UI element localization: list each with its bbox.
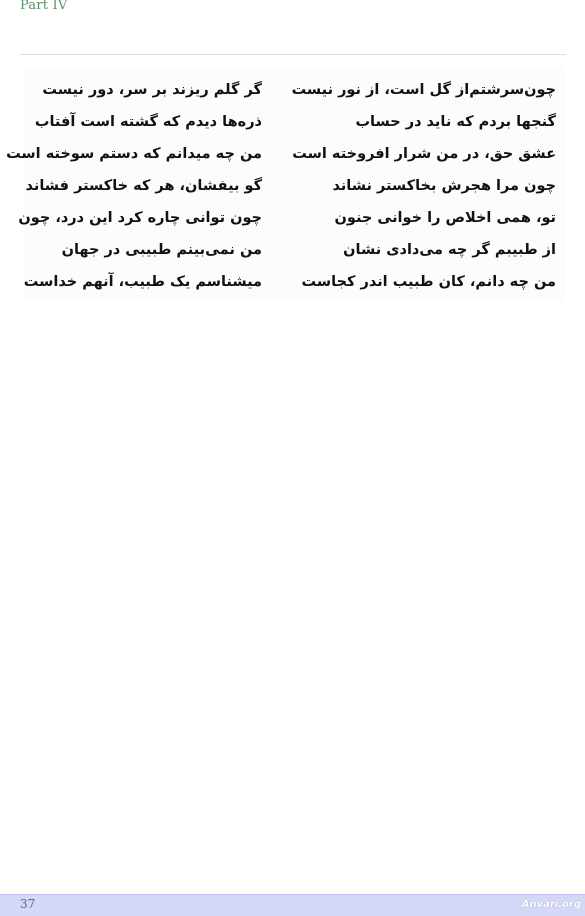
part-label: Part IV [20,0,68,13]
verse-line: من چه میدانم که دستم سوخته است [6,146,262,162]
verse-line: چون‌سرشتم‌از گل است، از نور نیست [291,82,556,98]
verse-line: چون مرا هجرش بخاکستر نشاند [332,178,556,194]
poem-right-column [291,74,556,298]
verse-line: عشق حق، در من شرار افروخته است [292,146,556,162]
verse-line: چون توانی چاره کرد این درد، چون [18,210,262,226]
verse-line: گنجها بردم که ناید در حساب [355,114,556,130]
poem-left-column [6,74,262,298]
verse-line: گر گلم ریزند بر سر، دور نیست [42,82,262,98]
verse-line: ذره‌ها دیدم که گشته است آفتاب [34,114,262,130]
verse-line: من چه دانم، کان طبیب اندر کجاست [301,274,556,290]
verse-line: از طبیبم گر چه می‌دادی نشان [343,242,556,258]
page-number: 37 [20,897,36,911]
verse-line: گو بیفشان، هر که خاکستر فشاند [25,178,262,194]
poem-block [6,66,566,302]
verse-line: میشناسم یک طبیب، آنهم خداست [23,274,262,290]
verse-line: من نمی‌بینم طبیبی در جهان [61,242,262,258]
page-footer [0,894,585,916]
verse-line: تو، همی اخلاص را خوانی جنون [334,210,556,226]
watermark-logo: Anvari.org [521,899,581,910]
header-rule [20,54,566,55]
